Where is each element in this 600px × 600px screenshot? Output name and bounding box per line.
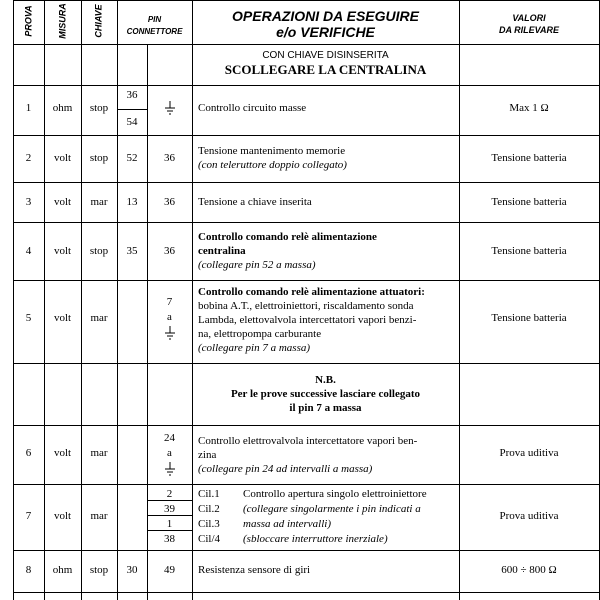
intro-note: CON CHIAVE DISINSERITA SCOLLEGARE LA CENTRALINA [224, 50, 427, 77]
row-pin-b: 39 [164, 503, 175, 515]
row-misura: volt [53, 510, 72, 522]
row-pin-b: 2 [166, 488, 173, 500]
row-operation-note: (con teleruttore doppio collegato) [198, 159, 347, 171]
row-pin-a2: 54 [126, 116, 138, 128]
row-misura: volt [53, 152, 72, 164]
row-pin-b-suffix: a [167, 311, 172, 323]
row-value: Tensione batteria [491, 196, 567, 208]
row-pin-b-suffix: a [167, 447, 172, 459]
row-misura: volt [53, 447, 72, 459]
row-operation: Controllo elettrovalvola intercettatore vapori ben- [198, 435, 418, 447]
row-misura: ohm [52, 102, 73, 114]
nb-note: N.B. Per le prove successive lasciare collegato il pin 7 a massa [230, 374, 421, 414]
row-operation-cont: centralina [198, 245, 246, 257]
row-pin-a: 30 [126, 564, 138, 576]
row-prova: 4 [25, 245, 32, 257]
row-operation: Resistenza sensore di giri [198, 564, 311, 576]
row-prova: 5 [25, 312, 32, 324]
row-chiave: stop [89, 245, 109, 257]
row-operation-cont: na, elettropompa carburante [198, 328, 322, 340]
cylinder-label: Cil.3 [198, 518, 220, 530]
header-valori: VALORI DA RILEVARE [498, 13, 559, 35]
row-prova: 3 [25, 196, 32, 208]
row-misura: volt [53, 245, 72, 257]
row-operation: Controllo comando relè alimentazione [198, 231, 377, 243]
row-value: 600 ÷ 800 Ω [501, 564, 557, 576]
row-chiave: stop [89, 102, 109, 114]
cylinder-label: Cil.1 [198, 488, 220, 500]
cylinder-label: Cil/4 [198, 533, 221, 545]
test-table [13, 0, 600, 600]
row-operation: Controllo circuito masse [198, 102, 307, 114]
ground-symbol-icon [163, 462, 177, 476]
row-chiave: stop [89, 152, 109, 164]
row-operation-note: (collegare pin 24 ad intervalli a massa) [198, 463, 373, 475]
row-prova: 2 [25, 152, 32, 164]
row-value: Prova uditiva [499, 510, 559, 522]
row-operation-note: (collegare pin 7 a massa) [198, 342, 311, 354]
header-chiave: CHIAVE [93, 4, 104, 38]
row-pin-a: 36 [126, 89, 138, 101]
row-misura: volt [53, 196, 72, 208]
row-chiave: mar [90, 196, 108, 208]
row-value: Tensione batteria [491, 245, 567, 257]
row-operation: Tensione mantenimento memorie [198, 145, 346, 157]
row-operation: Controllo apertura singolo elettroiniettore [243, 488, 427, 500]
row-misura: ohm [52, 564, 73, 576]
row-pin-b: 24 [164, 432, 175, 444]
row-operation-note: (collegare singolarmente i pin indicati a [243, 503, 421, 515]
row-pin-b: 1 [166, 518, 173, 530]
row-value: Prova uditiva [499, 447, 559, 459]
row-chiave: mar [90, 312, 108, 324]
row-chiave: mar [90, 510, 108, 522]
row-operation-note: (collegare pin 52 a massa) [198, 259, 316, 271]
row-pin-b: 36 [164, 245, 175, 257]
header-pin: PIN CONNETTORE [126, 15, 183, 36]
row-chiave: mar [90, 447, 108, 459]
cylinder-label: Cil.2 [198, 503, 220, 515]
row-pin-a: 13 [126, 196, 138, 208]
row-operation-cont: Lambda, elettovalvola intercettatori vapori benzi- [198, 314, 417, 326]
ground-symbol-icon [163, 101, 177, 115]
row-pin-b: 49 [164, 564, 175, 576]
row-value: Max 1 Ω [509, 102, 549, 114]
row-misura: volt [53, 312, 72, 324]
row-pin-b: 36 [164, 196, 175, 208]
row-pin-b: 38 [164, 533, 175, 545]
row-prova: 8 [25, 564, 32, 576]
header-operazioni: OPERAZIONI DA ESEGUIRE e/o VERIFICHE [232, 8, 419, 40]
row-prova: 1 [25, 102, 32, 114]
row-prova: 6 [25, 447, 32, 459]
ground-symbol-icon [163, 326, 177, 340]
header-prova: PROVA [23, 5, 34, 37]
row-value: Tensione batteria [491, 312, 567, 324]
row-operation-note: massa ad intervalli) [243, 518, 331, 530]
row-pin-b: 7 [166, 296, 173, 308]
row-pin-b: 36 [164, 152, 175, 164]
row-value: Tensione batteria [491, 152, 567, 164]
row-operation: Controllo comando relè alimentazione attuatori: [198, 286, 425, 298]
row-pin-a: 35 [126, 245, 138, 257]
row-prova: 7 [25, 510, 32, 522]
row-chiave: stop [89, 564, 109, 576]
row-operation-note: (sbloccare interruttore inerziale) [243, 533, 388, 545]
row-pin-a: 52 [126, 152, 138, 164]
row-operation-cont: bobina A.T., elettroiniettori, riscaldamento sonda [198, 300, 414, 312]
row-operation: Tensione a chiave inserita [198, 196, 312, 208]
header-misura: MISURA [57, 3, 68, 39]
row-operation-cont: zina [198, 449, 217, 461]
